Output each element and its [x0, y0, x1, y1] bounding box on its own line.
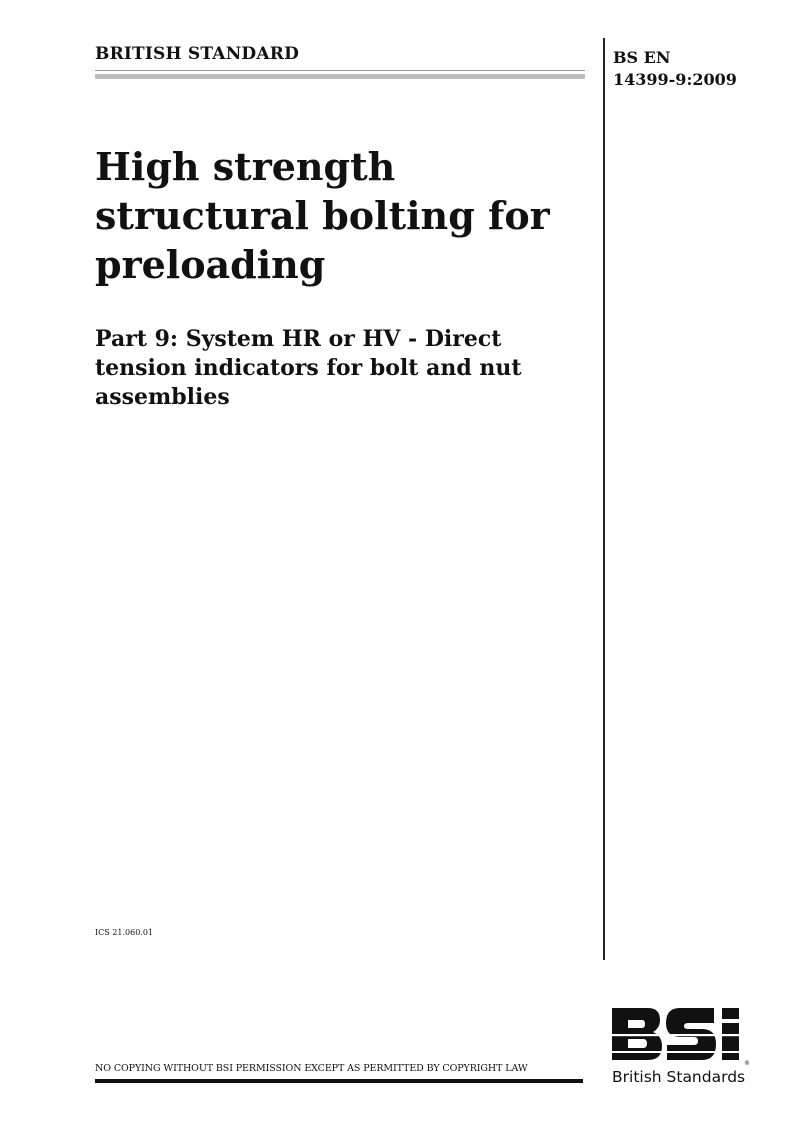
logo-caption: British Standards: [612, 1068, 746, 1086]
standard-designation: [613, 47, 737, 91]
header-rule-thin: [95, 70, 585, 71]
designation-line-2: 14399-9:2009: [613, 70, 737, 89]
subtitle-line-2: tension indicators for bolt and nut: [95, 355, 522, 381]
vertical-divider: [603, 38, 605, 960]
subtitle-line-3: assemblies: [95, 384, 230, 410]
title-line-2: structural bolting for: [95, 193, 550, 238]
copyright-notice: NO COPYING WITHOUT BSI PERMISSION EXCEPT AS PERMITTED BY COPYRIGHT LAW: [95, 1063, 528, 1074]
designation-line-1: BS EN: [613, 48, 671, 67]
title-line-3: preloading: [95, 242, 326, 287]
bsi-wordmark-icon: [610, 1004, 750, 1066]
standard-type-label: BRITISH STANDARD: [95, 44, 300, 64]
bsi-logo: [610, 1004, 750, 1094]
registered-mark: ®: [744, 1060, 750, 1067]
footer-rule: [95, 1079, 583, 1083]
ics-code: ICS 21.060.01: [95, 928, 154, 937]
document-subtitle: [95, 325, 575, 412]
document-title: [95, 142, 595, 289]
subtitle-line-1: Part 9: System HR or HV - Direct: [95, 326, 502, 352]
title-line-1: High strength: [95, 144, 396, 189]
header-rule-thick: [95, 74, 585, 79]
